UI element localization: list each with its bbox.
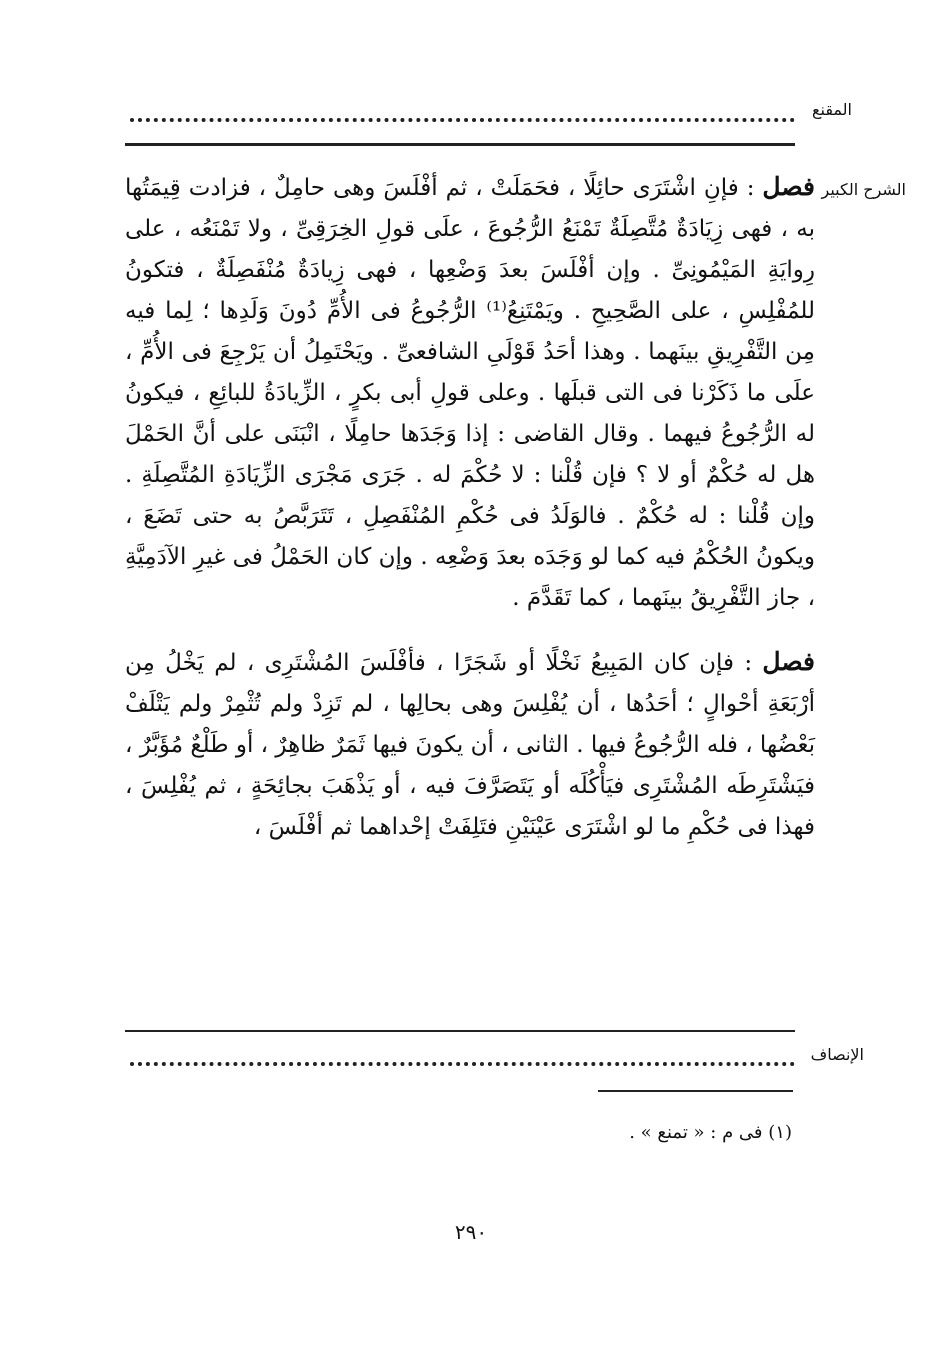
paragraph	[125, 641, 815, 848]
paragraph-lead: فصل	[762, 172, 815, 201]
header-dotted-rule	[130, 118, 795, 122]
paragraph-text: : فإنِ اشْتَرَى حائِلًا ، فحَمَلَتْ ، ثم أفْلَسَ وهى حامِلٌ ، فزادت قِيمَتُها به ، فهى زِيَادَةٌ مُتَّصِلَةٌ تَمْنَعُ الرُّجُوعَ ، علَى قولِ الخِرَقِىِّ ، ولا تَمْنَعُه ، على رِوايَةِ المَيْمُونِىِّ . وإن أفْلَسَ بعدَ وَضْعِها ، فهى زِيادَةٌ مُنْفَصِلَةٌ ، فتكونُ للمُفْلِسِ ، على الصَّحِيحِ . ويَمْتَنِعُ⁽¹⁾ الرُّجُوعُ فى الأُمِّ دُونَ وَلَدِها ؛ لِما فيه مِن التَّفْرِيقِ بينَهما . وهذا أحَدُ قَوْلَىِ الشافعىِّ . ويَحْتَمِلُ أن يَرْجِعَ فى الأُمِّ ، علَى ما ذَكَرْنا فى التى قبلَها . وعلى قولِ أبى بكرٍ ، الزِّيادَةُ للبائِعِ ، فيكونُ له الرُّجُوعُ فيهما . وقال القاضى : إذا وَجَدَها حامِلًا ، انْبَنَى على أنَّ الحَمْلَ هل له حُكْمٌ أو لا ؟ فإن قُلْنا : لا حُكْمَ له . جَرَى مَجْرَى الزِّيَادَةِ المُتَّصِلَةِ . وإن قُلْنا : له حُكْمٌ . فالوَلَدُ فى حُكْمِ المُنْفَصِلِ ، تَتَرَبَّصُ به حتى تَضَعَ ، ويكونُ الحُكْمُ فيه كما لو وَجَدَه بعدَ وَضْعِه . وإن كان الحَمْلُ فى غيرِ الآدَمِيَّةِ ، جاز التَّفْرِيقُ بينَهما ، كما تَقَدَّمَ .	[125, 175, 815, 611]
bottom-label: الإنصاف	[810, 1045, 864, 1064]
main-bottom-rule	[125, 1030, 795, 1032]
paragraph-lead: فصل	[762, 647, 815, 676]
footnote-rule	[598, 1090, 793, 1092]
main-text	[125, 166, 815, 848]
page-number: ٢٩٠	[454, 1220, 488, 1244]
bottom-dotted-rule	[130, 1062, 795, 1066]
header-rule	[125, 143, 795, 146]
section-label: الشرح الكبير	[821, 180, 906, 199]
footnote: (١) فى م : « تمنع » .	[629, 1122, 792, 1143]
header-label: المقنع	[811, 100, 852, 119]
paragraph	[125, 166, 815, 619]
paragraph-text: : فإن كان المَبِيعُ نَخْلًا أو شَجَرًا ، فأفْلَسَ المُشْتَرِى ، لم يَخْلُ مِن أرْبَعَةِ أحْوالٍ ؛ أحَدُها ، أن يُفْلِسَ وهى بحالِها ، لم تَزِدْ ولم تُثْمِرْ ولم يَتْلَفْ بَعْضُها ، فله الرُّجُوعُ فيها . الثانى ، أن يكونَ فيها ثَمَرٌ ظاهِرٌ ، أو طَلْعٌ مُؤَبَّرٌ ، فيَشْتَرِطَه المُشْتَرِى فيَأْكُلَه أو يَتَصَرَّفَ فيه ، أو يَذْهَبَ بجائِحَةٍ ، ثم يُفْلِسَ ، فهذا فى حُكْمِ ما لو اشْتَرَى عَيْنَيْنِ فتَلِفَتْ إحْداهما ثم أفْلَسَ ،	[125, 650, 815, 840]
